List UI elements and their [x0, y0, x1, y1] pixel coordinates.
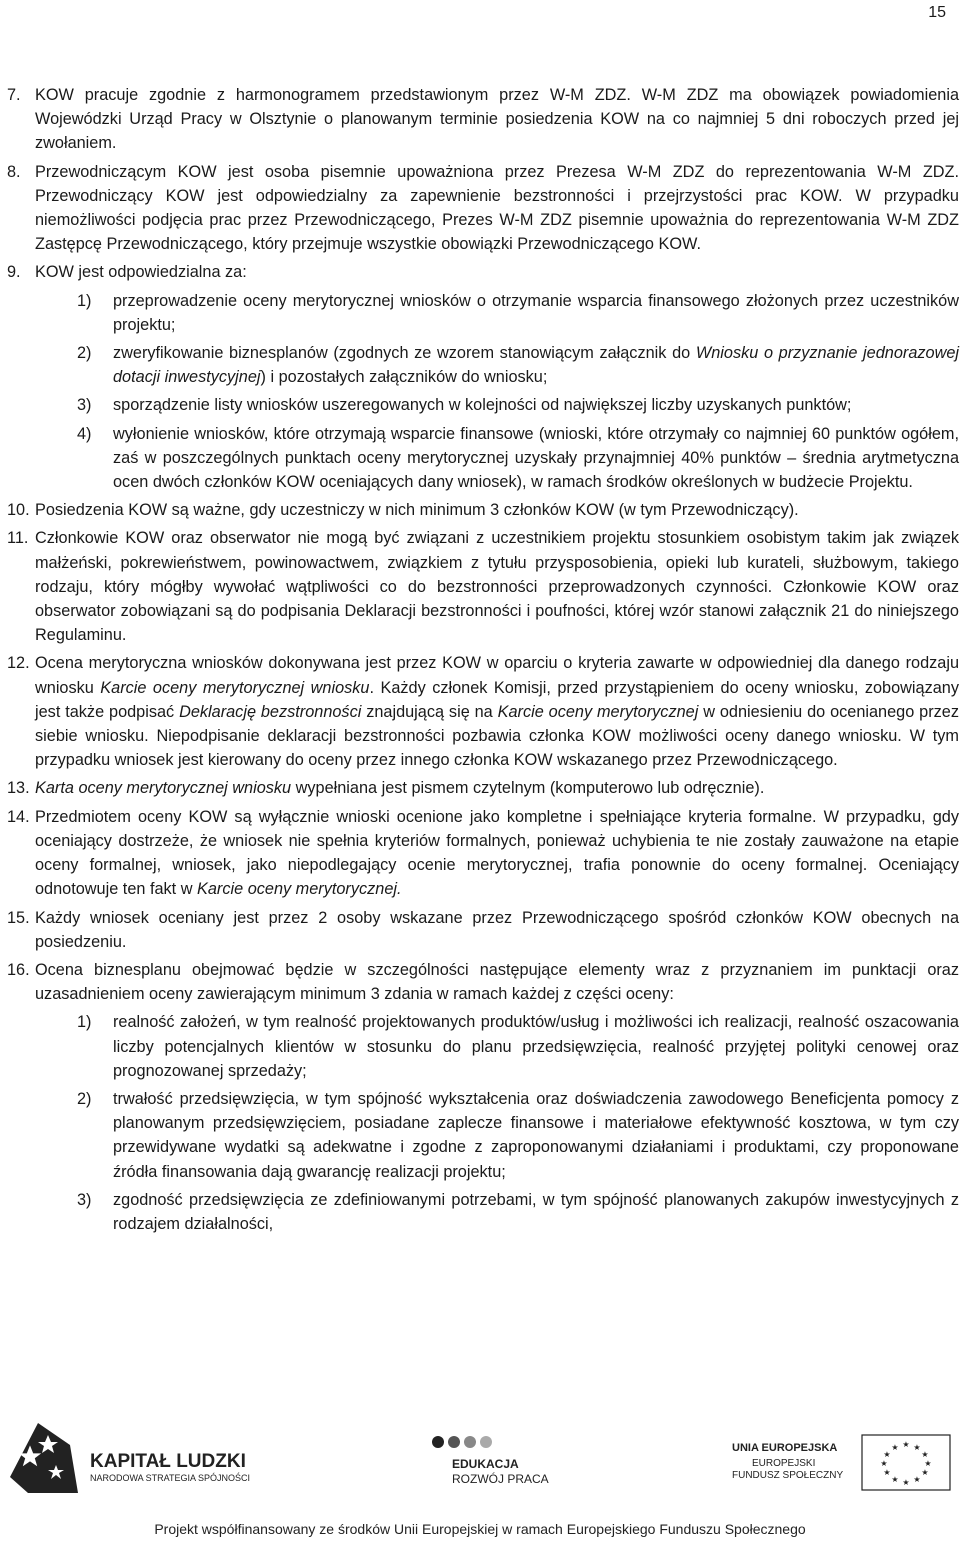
- svg-text:★: ★: [883, 1468, 891, 1477]
- item-number: 10.: [7, 501, 30, 520]
- sub-item-text: przeprowadzenie oceny merytorycznej wniosków o otrzymanie wsparcia finansowego złożonych przez uczestników projektu;: [113, 291, 959, 334]
- sub-item-text: trwałość przedsięwzięcia, w tym spójność wykształcenia oraz doświadczenia zawodowego Beneficjenta pomocy z planowanym przedsięwzięciem, posiadane zaplecze finansowe i materiałowe efektywność kosztowa, w tym czy przewidywane wydatki są adekwatne i zgodne z zaproponowanymi działaniami i produktami, czy proponowane źródła finansowania dają gwarancję realizacji projektu;: [113, 1089, 959, 1181]
- item-15: [7, 906, 959, 954]
- sub-item: [77, 1010, 959, 1083]
- svg-text:★: ★: [924, 1459, 932, 1468]
- sub-item-number: 4): [77, 424, 92, 443]
- item-11: [7, 526, 959, 647]
- kapital-ludzki-logo: [8, 1415, 268, 1495]
- item-13: [7, 776, 959, 800]
- svg-text:★: ★: [891, 1475, 899, 1484]
- item-16: [7, 958, 959, 1236]
- item-9: [7, 260, 959, 494]
- item-12: [7, 651, 959, 772]
- item-text: wypełniana jest pismem czytelnym (komputerowo lub odręcznie).: [291, 779, 765, 798]
- sub-item-text: ) i pozostałych załączników do wniosku;: [260, 368, 548, 387]
- item-italic: Deklarację bezstronności: [179, 702, 362, 721]
- page-number: 15: [928, 4, 946, 21]
- item-number: 7.: [7, 86, 21, 104]
- item-text: Każdy wniosek oceniany jest przez 2 osoby wskazane przez Przewodniczącego spośród członków KOW obecnych na posiedzeniu.: [35, 908, 959, 951]
- kl-subtitle: NARODOWA STRATEGIA SPÓJNOŚCI: [90, 1473, 251, 1483]
- sub-item-text: wyłonienie wniosków, które otrzymają wsparcie finansowe (wnioski, które otrzymały co najmniej 60 punktów ogółem, zaś w poszczególnych punktach oceny merytorycznej uzyskały przynajmniej 40% punktów – średnia arytmetyczna ocen dwóch członków KOW oceniających dany wniosek), w ramach środków określonych w budżecie Projektu.: [113, 424, 959, 492]
- item-text: . Każdy członek Komisji, przed przystąpieniem do oceny wniosku, zobowiązany jest także podpisać: [35, 678, 959, 721]
- item-9-sublist: [35, 289, 959, 495]
- sub-item: [77, 422, 959, 495]
- item-text: znajdującą się na: [361, 702, 498, 721]
- sub-item: [77, 1188, 959, 1236]
- eu-flag-logo: [730, 1433, 955, 1503]
- kl-title: KAPITAŁ LUDZKI: [90, 1451, 246, 1472]
- sub-item: [77, 393, 959, 417]
- item-14: [7, 805, 959, 902]
- item-number: 14.: [7, 807, 30, 826]
- sub-item-number: 2): [77, 344, 92, 363]
- sub-item-text: zgodność przedsięwzięcia ze zdefiniowanymi potrzebami, w tym spójność planowanych zakupów inwestycyjnych z rodzajem działalności,: [113, 1190, 959, 1233]
- svg-text:★: ★: [921, 1468, 929, 1477]
- item-text: KOW jest odpowiedzialna za:: [35, 263, 247, 282]
- svg-text:★: ★: [880, 1459, 888, 1468]
- document-body: [7, 83, 959, 1240]
- sub-item-number: 3): [77, 396, 92, 415]
- sub-item: [77, 1087, 959, 1184]
- sub-item: [77, 341, 959, 389]
- sub-item-number: 3): [77, 1190, 92, 1209]
- item-text: Członkowie KOW oraz obserwator nie mogą być związani z uczestnikiem projektu stosunkiem osobistym takim jak związek małżeński, pokrewieństwem, powinowactwem, związkiem z tytułu przysposobienia, opieki lub kurateli, służbowym, takiego rodzaju, który mógłby wywołać wątpliwości co do bezstronności przeprowadzonych czynności. Członkowie KOW oraz obserwator zobowiązani są do podpisania Deklaracji bezstronności i poufności, której wzór stanowi załącznik 21 do niniejszego Regulaminu.: [35, 529, 959, 645]
- item-number: 15.: [7, 908, 30, 927]
- item-number: 16.: [7, 960, 30, 979]
- star-shape: [10, 1423, 78, 1493]
- edukacja-logo: [430, 1433, 580, 1503]
- svg-text:★: ★: [891, 1443, 899, 1452]
- sub-item-text: sporządzenie listy wniosków uszeregowanych w kolejności od największej liczby uzyskanych punktów;: [113, 396, 852, 415]
- item-text: Posiedzenia KOW są ważne, gdy uczestniczy w nich minimum 3 członków KOW (w tym Przewodniczący).: [35, 501, 799, 520]
- sub-item-text: realność założeń, w tym realność projektowanych produktów/usług i możliwości ich realizacji, realność oszacowania liczby potencjalnych klientów w stosunku do planu przedsięwzięcia, realność przyjętej polityki cenowej oraz prognozowanej sprzedaży;: [113, 1013, 959, 1080]
- svg-text:★: ★: [883, 1450, 891, 1459]
- item-10: [7, 498, 959, 522]
- item-7: [7, 83, 959, 156]
- item-8: [7, 160, 959, 257]
- item-italic: Karta oceny merytorycznej wniosku: [35, 779, 292, 798]
- sub-item-italic: Wniosku o przyznanie jednorazowej dotacji inwestycyjnej: [113, 344, 959, 387]
- item-italic: Karcie oceny merytorycznej wniosku: [100, 678, 370, 697]
- item-text: w odniesieniu do ocenianego przez siebie wniosku. Niepodpisanie deklaracji bezstronności pozbawia członka KOW możliwości oceny danego wniosku. W tym przypadku wniosek jest kierowany do oceny przez innego członka KOW wskazanego przez Przewodniczącego.: [35, 702, 959, 770]
- item-text: KOW pracuje zgodnie z harmonogramem przedstawionym przez W-M ZDZ. W-M ZDZ ma obowiązek powiadomienia Wojewódzki Urząd Pracy w Olsztynie o planowanym terminie posiedzenia KOW na co najmniej 5 dni roboczych przed jej zwołaniem.: [35, 86, 959, 153]
- svg-text:★: ★: [902, 1478, 910, 1487]
- item-number: 9.: [7, 263, 21, 282]
- ue-line2: EUROPEJSKI: [752, 1458, 816, 1469]
- svg-text:★: ★: [921, 1450, 929, 1459]
- sub-item-number: 1): [77, 291, 92, 310]
- item-number: 11.: [7, 529, 29, 548]
- item-text: Przedmiotem oceny KOW są wyłącznie wnioski ocenione jako kompletne i spełniające kryteria formalne. W przypadku, gdy oceniający dostrzeże, że wniosek nie spełnia kryteriów formalnych, ponieważ uchybienia te nie zostały zauważone na etapie oceny formalnej, wniosek, jako niepodlegający ocenie merytorycznej, trafia ponownie do oceny formalnej. Oceniający odnotowuje ten fakt w: [35, 807, 959, 899]
- item-text: Ocena biznesplanu obejmować będzie w szczególności następujące elementy wraz z przyznaniem im punktacji oraz uzasadnieniem oceny zawierającym minimum 3 zdania w ramach każdej z części oceny:: [35, 960, 959, 1004]
- svg-text:★: ★: [902, 1440, 910, 1449]
- item-italic: Karcie oceny merytorycznej: [497, 702, 699, 721]
- ue-line1: UNIA EUROPEJSKA: [732, 1442, 838, 1454]
- sub-item-number: 1): [77, 1013, 92, 1032]
- item-italic: Karcie oceny merytorycznej.: [197, 880, 402, 899]
- footer-funding-note: Projekt współfinansowany ze środków Unii Europejskiej w ramach Europejskiego Funduszu Społecznego: [154, 1521, 806, 1537]
- ed-line1: EDUKACJA: [452, 1457, 519, 1471]
- sub-item: [77, 289, 959, 337]
- item-text: Ocena merytoryczna wniosków dokonywana jest przez KOW w oparciu o kryteria zawarte w odpowiedniej dla danego rodzaju wniosku: [35, 654, 959, 697]
- ed-line2: ROZWÓJ PRACA: [452, 1472, 549, 1486]
- svg-text:★: ★: [913, 1443, 921, 1452]
- svg-text:★: ★: [913, 1475, 921, 1484]
- item-text: Przewodniczącym KOW jest osoba pisemnie upoważniona przez Prezesa W-M ZDZ do reprezentowania W-M ZDZ. Przewodniczący KOW jest odpowiedzialny za zapewnienie bezstronności i przejrzystości prac KOW. W przypadku niemożliwości podjęcia prac przez Przewodniczącego, Prezes W-M ZDZ pisemnie upoważnia do reprezentowania W-M ZDZ Zastępcę Przewodniczącego, który przejmuje wszystkie obowiązki Przewodniczącego KOW.: [35, 162, 959, 254]
- item-number: 8.: [7, 162, 21, 181]
- sub-item-text: zweryfikowanie biznesplanów (zgodnych ze wzorem stanowiącym załącznik do: [113, 344, 696, 363]
- sub-item-number: 2): [77, 1089, 92, 1108]
- ue-line3: FUNDUSZ SPOŁECZNY: [732, 1470, 844, 1481]
- item-16-sublist: [35, 1010, 959, 1236]
- footer-logos: [0, 1415, 960, 1515]
- item-number: 13.: [7, 779, 30, 798]
- item-number: 12.: [7, 654, 30, 673]
